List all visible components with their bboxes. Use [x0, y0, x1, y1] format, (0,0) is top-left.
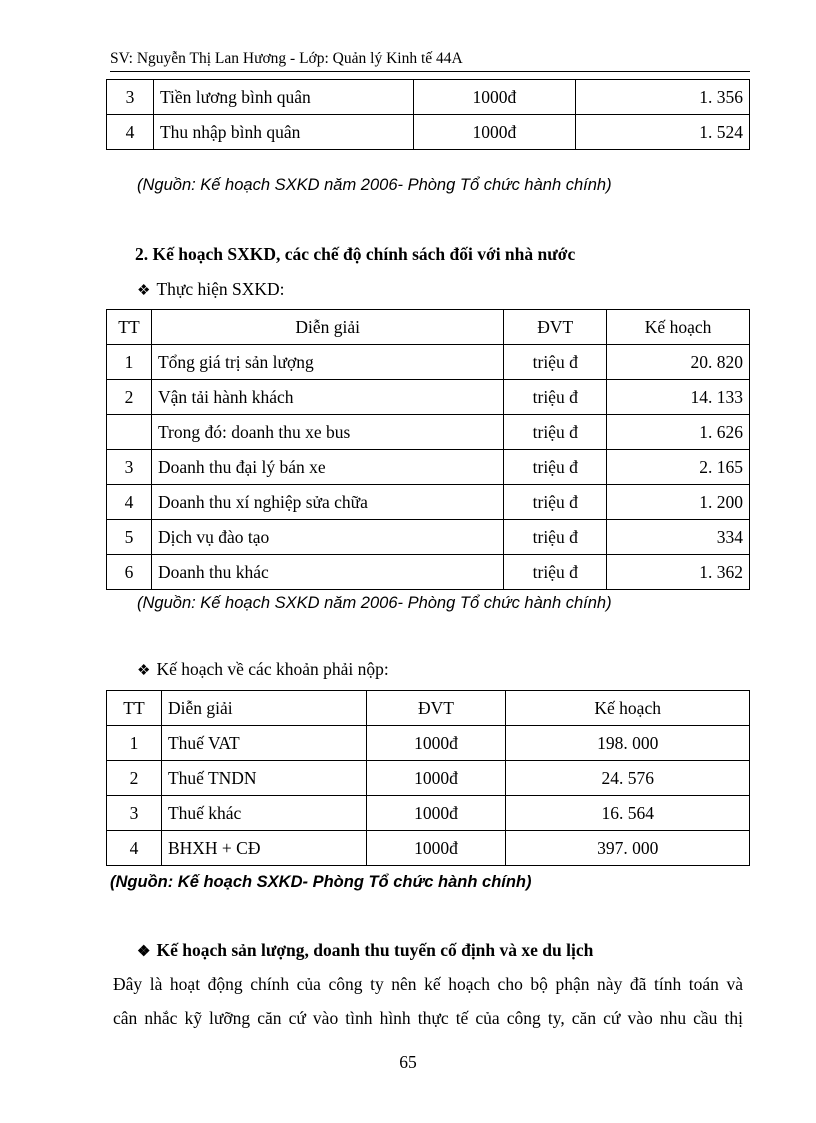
- cell-unit: 1000đ: [366, 726, 506, 761]
- table-row: [107, 80, 750, 115]
- cell-value: 198. 000: [506, 726, 750, 761]
- cell-unit: triệu đ: [504, 555, 607, 590]
- cell-desc: Doanh thu đại lý bán xe: [151, 450, 503, 485]
- cell-tt: 4: [107, 831, 162, 866]
- cell-tt: 1: [107, 345, 152, 380]
- cell-value: 1. 356: [576, 80, 750, 115]
- cell-desc: Vận tải hành khách: [151, 380, 503, 415]
- col-header-tt: TT: [107, 691, 162, 726]
- cell-tt: 3: [107, 450, 152, 485]
- cell-value: 20. 820: [607, 345, 750, 380]
- cell-value: 334: [607, 520, 750, 555]
- cell-tt: 1: [107, 726, 162, 761]
- cell-value: 397. 000: [506, 831, 750, 866]
- cell-desc: Doanh thu xí nghiệp sửa chữa: [151, 485, 503, 520]
- diamond-bullet-icon: ❖: [137, 663, 151, 679]
- cell-value: 1. 200: [607, 485, 750, 520]
- cell-unit: triệu đ: [504, 345, 607, 380]
- cell-unit: 1000đ: [413, 80, 576, 115]
- cell-value: 14. 133: [607, 380, 750, 415]
- cell-unit: 1000đ: [366, 831, 506, 866]
- cell-desc: Thuế khác: [161, 796, 366, 831]
- paragraph-line: Đây là hoạt động chính của công ty nên kế hoạch cho bộ phận này đã tính toán và: [113, 974, 743, 994]
- col-header-plan: Kế hoạch: [607, 310, 750, 345]
- table-row: [107, 555, 750, 590]
- table-row: [107, 726, 750, 761]
- table-row: [107, 761, 750, 796]
- table-row: [107, 345, 750, 380]
- bullet-label: Thực hiện SXKD:: [156, 279, 285, 299]
- paragraph-line: cân nhắc kỹ lưỡng căn cứ vào tình hình thực tế của công ty, căn cứ vào nhu cầu thị: [113, 1008, 743, 1028]
- table-header-row: [107, 691, 750, 726]
- cell-unit: triệu đ: [504, 415, 607, 450]
- cell-desc: BHXH + CĐ: [161, 831, 366, 866]
- cell-desc: Thuế TNDN: [161, 761, 366, 796]
- page-number: 65: [399, 1052, 417, 1072]
- cell-tt: 2: [107, 380, 152, 415]
- cell-unit: triệu đ: [504, 520, 607, 555]
- source-note-3: (Nguồn: Kế hoạch SXKD- Phòng Tổ chức hành chính): [110, 873, 532, 891]
- cell-tt: [107, 415, 152, 450]
- cell-value: 1. 626: [607, 415, 750, 450]
- cell-unit: triệu đ: [504, 485, 607, 520]
- cell-desc: Thu nhập bình quân: [153, 115, 413, 150]
- page-header: SV: Nguyễn Thị Lan Hương - Lớp: Quản lý Kinh tế 44A: [110, 50, 750, 72]
- table-continued: [106, 79, 750, 150]
- table-row: [107, 415, 750, 450]
- cell-tt: 4: [107, 115, 154, 150]
- source-note-2: (Nguồn: Kế hoạch SXKD năm 2006- Phòng Tổ chức hành chính): [137, 594, 612, 612]
- diamond-bullet-icon: ❖: [137, 944, 151, 960]
- cell-desc: Trong đó: doanh thu xe bus: [151, 415, 503, 450]
- table-row: [107, 831, 750, 866]
- table-header-row: [107, 310, 750, 345]
- cell-desc: Thuế VAT: [161, 726, 366, 761]
- cell-unit: 1000đ: [366, 761, 506, 796]
- cell-desc: Tổng giá trị sản lượng: [151, 345, 503, 380]
- cell-desc: Tiền lương bình quân: [153, 80, 413, 115]
- cell-unit: 1000đ: [366, 796, 506, 831]
- col-header-tt: TT: [107, 310, 152, 345]
- table-row: [107, 450, 750, 485]
- source-note-1: (Nguồn: Kế hoạch SXKD năm 2006- Phòng Tổ chức hành chính): [137, 176, 612, 194]
- cell-desc: Doanh thu khác: [151, 555, 503, 590]
- cell-unit: triệu đ: [504, 380, 607, 415]
- cell-tt: 2: [107, 761, 162, 796]
- cell-value: 16. 564: [506, 796, 750, 831]
- table-row: [107, 485, 750, 520]
- payables-table: [106, 690, 750, 866]
- table-row: [107, 380, 750, 415]
- cell-unit: triệu đ: [504, 450, 607, 485]
- cell-tt: 3: [107, 80, 154, 115]
- table-row: [107, 796, 750, 831]
- cell-unit: 1000đ: [413, 115, 576, 150]
- diamond-bullet-icon: ❖: [137, 283, 151, 299]
- bullet-label: Kế hoạch về các khoản phải nộp:: [156, 659, 389, 679]
- cell-tt: 6: [107, 555, 152, 590]
- col-header-plan: Kế hoạch: [506, 691, 750, 726]
- bullet-output-plan: [137, 940, 593, 961]
- table-row: [107, 115, 750, 150]
- cell-tt: 4: [107, 485, 152, 520]
- section-heading-2: 2. Kế hoạch SXKD, các chế độ chính sách đối với nhà nước: [135, 244, 576, 264]
- cell-value: 2. 165: [607, 450, 750, 485]
- col-header-desc: Diễn giải: [151, 310, 503, 345]
- bullet-payables: [137, 659, 389, 680]
- col-header-unit: ĐVT: [504, 310, 607, 345]
- bullet-label: Kế hoạch sản lượng, doanh thu tuyến cố định và xe du lịch: [156, 940, 594, 960]
- cell-tt: 3: [107, 796, 162, 831]
- table-row: [107, 520, 750, 555]
- bullet-production: [137, 279, 285, 300]
- body-paragraph: [113, 967, 743, 1035]
- col-header-unit: ĐVT: [366, 691, 506, 726]
- cell-tt: 5: [107, 520, 152, 555]
- cell-value: 1. 524: [576, 115, 750, 150]
- col-header-desc: Diễn giải: [161, 691, 366, 726]
- cell-desc: Dịch vụ đào tạo: [151, 520, 503, 555]
- production-plan-table: [106, 309, 750, 590]
- cell-value: 24. 576: [506, 761, 750, 796]
- cell-value: 1. 362: [607, 555, 750, 590]
